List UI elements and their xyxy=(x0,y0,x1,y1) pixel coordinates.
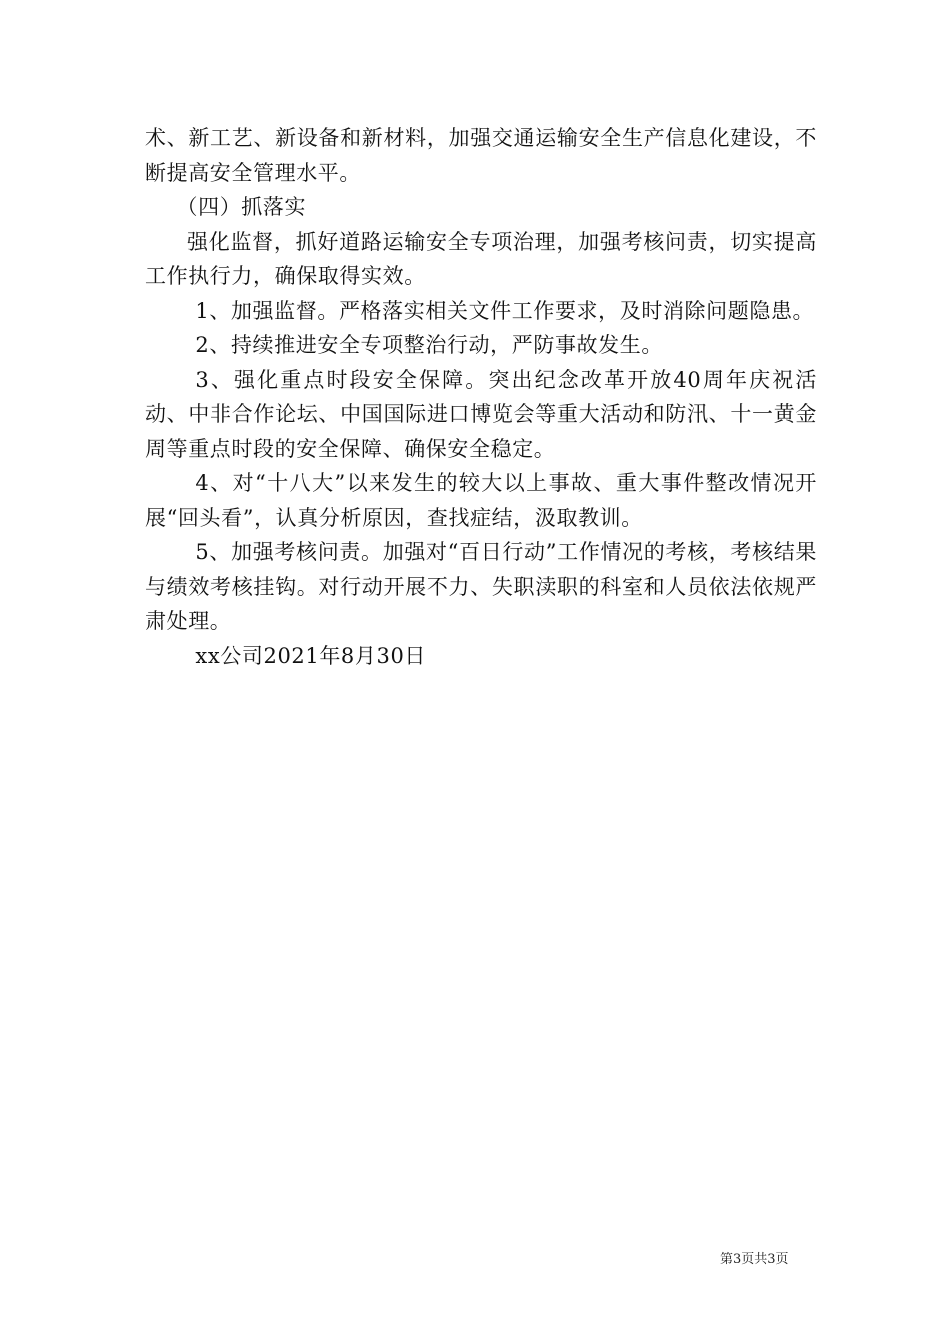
list-item-4: 4、对“十八大”以来发生的较大以上事故、重大事件整改情况开展“回头看”，认真分析原因，查找症结，汲取教训。 xyxy=(145,471,817,530)
page-number: 第3页共3页 xyxy=(720,1252,789,1267)
list-item-5: 5、加强考核问责。加强对“百日行动”工作情况的考核，考核结果与绩效考核挂钩。对行动开展不力、失职渎职的科室和人员依法依规严肃处理。 xyxy=(145,540,817,633)
list-item-2: 2、持续推进安全专项整治行动，严防事故发生。 xyxy=(195,333,663,357)
document-body xyxy=(145,121,817,673)
paragraph-continuation: 术、新工艺、新设备和新材料，加强交通运输安全生产信息化建设，不断提高安全管理水平。 xyxy=(145,126,817,185)
list-item-3: 3、强化重点时段安全保障。突出纪念改革开放40周年庆祝活动、中非合作论坛、中国国际进口博览会等重大活动和防汛、十一黄金周等重点时段的安全保障、确保安全稳定。 xyxy=(145,367,817,461)
paragraph-intro: 强化监督，抓好道路运输安全专项治理，加强考核问责，切实提高工作执行力，确保取得实效。 xyxy=(145,229,817,288)
list-item-1: 1、加强监督。严格落实相关文件工作要求，及时消除问题隐患。 xyxy=(195,298,815,323)
section-heading: （四）抓落实 xyxy=(176,195,307,219)
signature-date: xx公司2021年8月30日 xyxy=(195,643,427,668)
